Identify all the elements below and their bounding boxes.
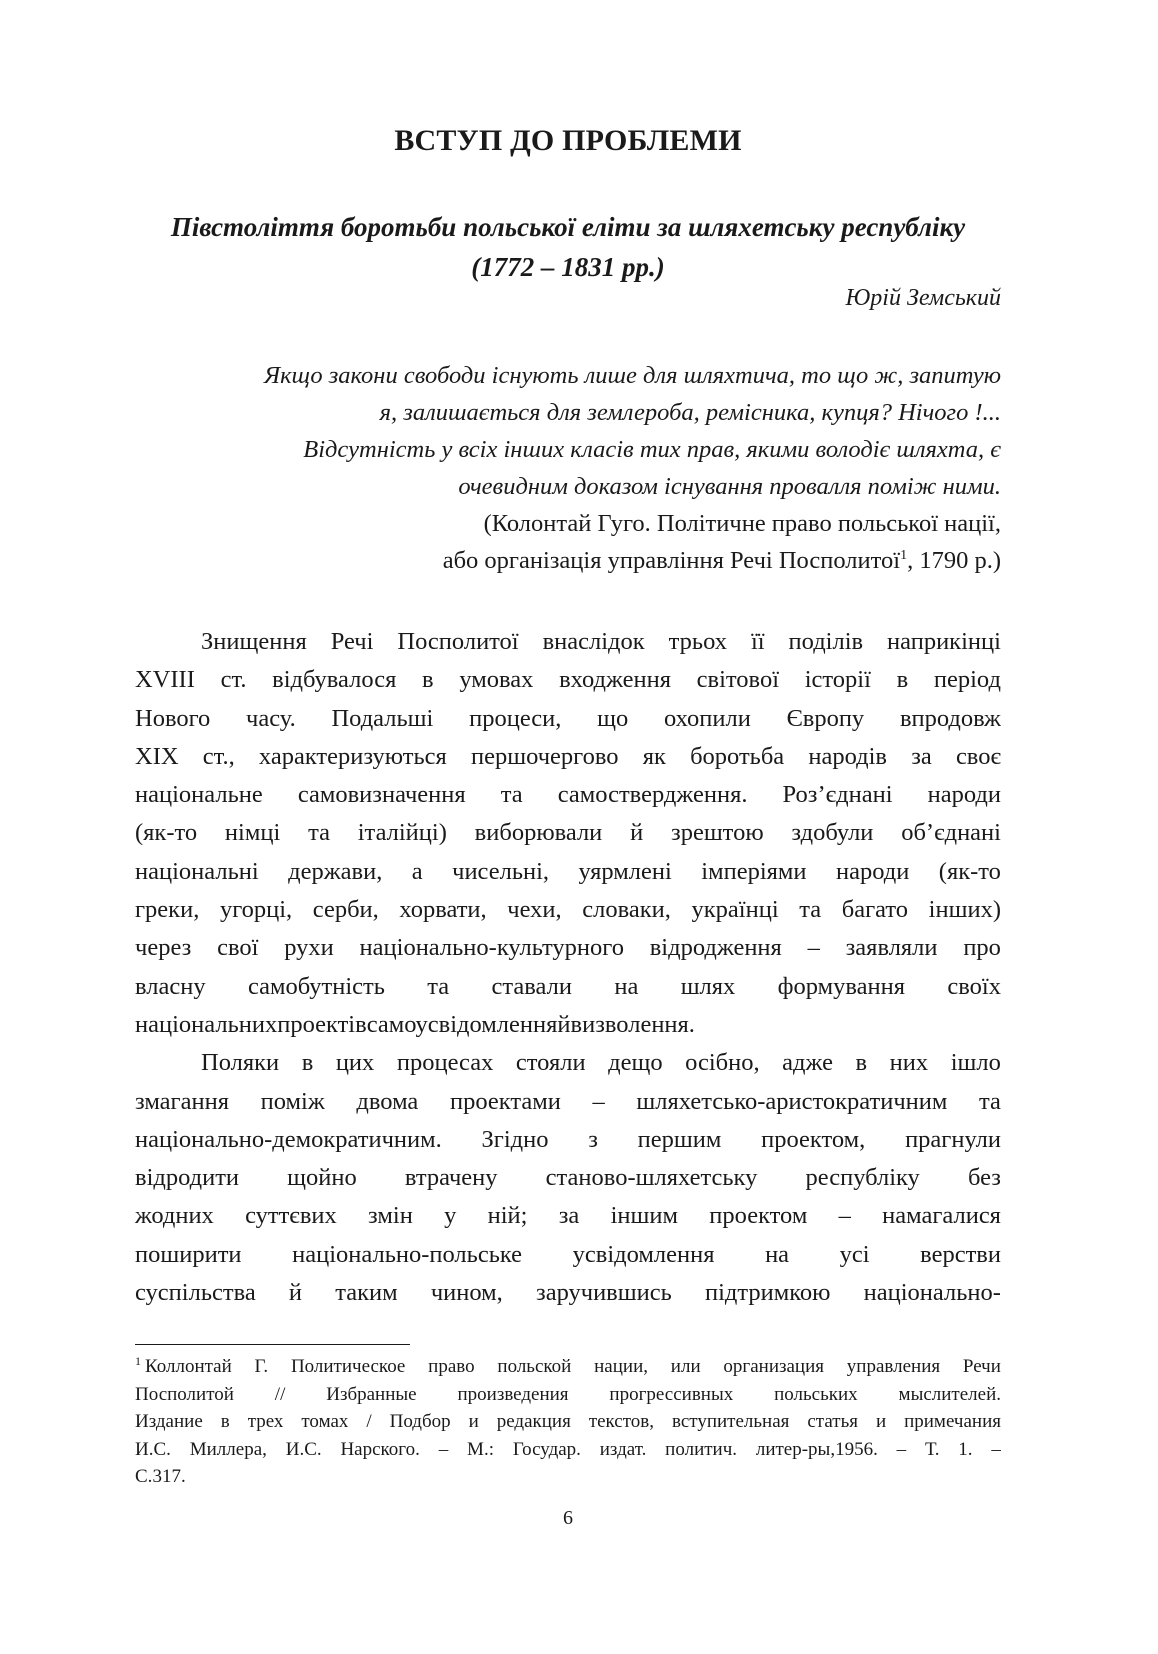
word: чехи,	[507, 896, 562, 924]
word: Європу	[786, 704, 865, 732]
word: Политическое	[290, 1356, 406, 1377]
epigraph-source-text: або організація управління Речі Посполитої	[442, 547, 901, 574]
word: организация	[723, 1356, 824, 1377]
epigraph-source-line: (Колонтай Гуго. Політичне право польської нації,	[483, 510, 1001, 537]
word: як	[642, 742, 666, 770]
page-number: 6	[563, 1507, 573, 1529]
footnote-reference-mark[interactable]: 1	[900, 547, 908, 563]
word: самовизначення	[297, 781, 466, 809]
word: Нового	[135, 704, 211, 732]
word: національно-	[863, 1279, 1001, 1307]
word: суттєвих	[245, 1202, 337, 1230]
word: –	[896, 1438, 907, 1460]
word: визволення.	[570, 1010, 695, 1038]
word: ст.	[220, 666, 247, 694]
word: И.С.	[285, 1438, 322, 1460]
word: та	[308, 819, 330, 847]
epigraph-quote-line: Якщо закони свободи існують лише для шляхтича, то що ж, запитую	[263, 362, 1001, 389]
word: впродовж	[899, 704, 1001, 732]
word: издат.	[599, 1438, 647, 1460]
word: національних	[135, 1010, 278, 1038]
word: італійці)	[357, 819, 447, 847]
word: проектом,	[761, 1125, 866, 1153]
word: своїх	[947, 972, 1001, 1000]
word: й	[288, 1279, 303, 1307]
word: //	[274, 1383, 286, 1405]
word: чисельні,	[452, 857, 550, 885]
paragraph-line	[135, 738, 1001, 776]
word: И.С.	[135, 1438, 171, 1460]
word: вступительная	[671, 1411, 790, 1432]
footnote	[135, 1353, 1001, 1491]
word: –	[991, 1438, 1001, 1460]
paragraph-line	[135, 891, 1001, 929]
word: з	[588, 1125, 598, 1153]
word: заручившись	[536, 1279, 672, 1307]
word: в	[220, 1411, 230, 1432]
word: текстов,	[588, 1411, 655, 1432]
word: дещо	[608, 1049, 663, 1077]
word: власну	[135, 972, 206, 1000]
word: національно-демократичним.	[135, 1125, 442, 1153]
word: осібно,	[685, 1049, 760, 1077]
word: першочергово	[470, 742, 619, 770]
word: статья	[807, 1411, 858, 1432]
word: охопили	[664, 704, 751, 732]
word: –	[807, 934, 820, 962]
word: ішло	[950, 1049, 1001, 1077]
word: своє	[955, 742, 1001, 770]
word: без	[967, 1164, 1001, 1192]
footnote-separator	[135, 1344, 410, 1345]
word: литер-ры,1956.	[755, 1438, 878, 1460]
word: а	[411, 857, 423, 885]
word: политич.	[665, 1438, 738, 1460]
paragraph-line	[135, 929, 1001, 967]
word: Посполитої	[397, 628, 519, 655]
word: ставали	[491, 972, 572, 1000]
word: проектів	[277, 1010, 367, 1038]
epigraph-source-line	[135, 542, 1001, 579]
word: та	[500, 781, 523, 809]
paragraph-line	[135, 968, 1001, 1006]
word: ній;	[487, 1202, 528, 1230]
word: С.	[135, 1466, 153, 1487]
word: верстви	[920, 1240, 1001, 1268]
word: й	[630, 819, 644, 847]
paragraph-line	[135, 1159, 1001, 1197]
word: та	[427, 972, 450, 1000]
word: произведения	[457, 1383, 569, 1405]
word: Речи	[962, 1356, 1001, 1377]
word: чином,	[430, 1279, 503, 1307]
footnote-mark: 1	[135, 1353, 141, 1368]
word: Подбор	[389, 1411, 451, 1432]
word: словаки,	[582, 896, 671, 924]
section-title: ВСТУП ДО ПРОБЛЕМИ	[394, 124, 742, 157]
word: іншим	[610, 1202, 678, 1230]
word: Знищення	[201, 628, 307, 655]
word: держави,	[288, 857, 383, 885]
word: в	[855, 1049, 868, 1077]
word: виборювали	[474, 819, 603, 847]
word: історії	[804, 666, 871, 694]
footnote-line	[135, 1353, 1001, 1381]
paragraph-line	[135, 1083, 1001, 1121]
word: за	[911, 742, 932, 770]
paragraph	[135, 623, 1001, 1044]
paragraph-line	[135, 1236, 1001, 1274]
epigraph-source-year: , 1790 р.)	[907, 547, 1001, 574]
word: 1.	[958, 1438, 973, 1460]
word: на	[765, 1240, 790, 1268]
word: редакция	[496, 1411, 571, 1432]
word: (як-то	[135, 819, 198, 847]
paragraph-line	[135, 623, 1001, 661]
epigraph-quote-line: очевидним доказом існування провалля поміж ними.	[458, 473, 1001, 500]
word: –	[838, 1202, 851, 1230]
word: или	[670, 1356, 701, 1377]
word: рухи	[284, 934, 334, 962]
word: характеризуються	[258, 742, 447, 770]
word: в	[896, 666, 909, 694]
word: та	[799, 896, 822, 924]
word: поширити	[135, 1240, 242, 1268]
footnote-line	[135, 1381, 1001, 1409]
word: XIX	[135, 742, 179, 770]
word: самоусвідомлення	[366, 1010, 558, 1038]
epigraph	[135, 357, 1001, 579]
word: Згідно	[481, 1125, 549, 1153]
word: Г.	[254, 1356, 269, 1377]
word: інших)	[928, 896, 1001, 924]
word: національне	[135, 781, 263, 809]
word: Миллера,	[189, 1438, 267, 1460]
word: серби,	[312, 896, 379, 924]
word: угорці,	[219, 896, 293, 924]
word: Издание	[135, 1411, 203, 1432]
word: Нарского.	[340, 1438, 420, 1460]
word: багато	[841, 896, 909, 924]
word: –	[438, 1438, 449, 1460]
paragraph-line	[135, 1006, 1001, 1044]
word: наприкінці	[887, 628, 1001, 655]
word: зрештою	[671, 819, 764, 847]
word: змагання	[135, 1087, 229, 1115]
word: щойно	[287, 1164, 357, 1192]
word: Посполитой	[135, 1383, 234, 1405]
word: про	[963, 934, 1001, 962]
word: першим	[637, 1125, 722, 1153]
word: стояли	[515, 1049, 586, 1077]
word: входження	[559, 666, 671, 694]
paragraph-line	[135, 1121, 1001, 1159]
footnote-line	[135, 1408, 1001, 1436]
word: втрачену	[404, 1164, 498, 1192]
word: національні	[135, 857, 259, 885]
word: поміж	[260, 1087, 325, 1115]
word: боротьба	[690, 742, 785, 770]
word: суспільства	[135, 1279, 256, 1307]
word: Поляки	[201, 1049, 280, 1077]
word: Подальші	[331, 704, 434, 732]
word: Избранные	[326, 1383, 417, 1405]
word: період	[933, 666, 1001, 694]
subtitle-line-2: (1772 – 1831 рр.)	[471, 252, 665, 282]
word: й	[557, 1010, 571, 1038]
paragraph	[135, 1044, 1001, 1312]
word: хорвати,	[399, 896, 487, 924]
word: змін	[368, 1202, 413, 1230]
word: примечания	[904, 1411, 1001, 1432]
word: відродження	[649, 934, 782, 962]
word: німці	[224, 819, 281, 847]
word: Т.	[924, 1438, 940, 1460]
word: /	[366, 1411, 372, 1432]
footnote-line	[135, 1463, 1001, 1491]
word: процеси,	[469, 704, 562, 732]
paragraph-line	[135, 1274, 1001, 1312]
word: поділів	[788, 628, 864, 655]
word: самоствердження.	[557, 781, 748, 809]
word: Речі	[330, 628, 374, 655]
word: и	[468, 1411, 479, 1432]
word: трех	[247, 1411, 284, 1432]
word: імперіями	[701, 857, 807, 885]
word: заявляли	[845, 934, 938, 962]
word: цих	[335, 1049, 375, 1077]
word: підтримкою	[704, 1279, 831, 1307]
word: що	[597, 704, 629, 732]
word: ст.,	[202, 742, 235, 770]
word: та	[979, 1087, 1001, 1115]
word: об’єднані	[901, 819, 1001, 847]
word: прагнули	[905, 1125, 1001, 1153]
word: намагалися	[882, 1202, 1001, 1230]
word: жодних	[135, 1202, 214, 1230]
word: прогрессивных	[609, 1383, 734, 1405]
word: внаслідок	[542, 628, 645, 655]
paragraph-line	[135, 1197, 1001, 1235]
paragraph-line	[135, 1044, 1001, 1082]
word: $^1$ Коллонтай	[135, 1353, 232, 1377]
word: двома	[356, 1087, 419, 1115]
word: и	[875, 1411, 887, 1432]
word: Роз’єднані	[782, 781, 893, 809]
author-name: Юрій Земський	[845, 285, 1001, 311]
word: національно-культурного	[359, 934, 624, 962]
word: народи	[927, 781, 1001, 809]
word: управления	[846, 1356, 941, 1377]
word: томах	[301, 1411, 349, 1432]
word: право	[428, 1356, 475, 1377]
word: шляхетсько-аристократичним	[636, 1087, 948, 1115]
word: усвідомлення	[572, 1240, 715, 1268]
word: в	[422, 666, 434, 694]
word: них	[889, 1049, 929, 1077]
section-subtitle	[135, 207, 1001, 287]
word: уярмлені	[578, 857, 672, 885]
word: українці	[691, 896, 779, 924]
paragraph-line	[135, 661, 1001, 699]
word: проектами	[449, 1087, 561, 1115]
word: часу.	[246, 704, 296, 732]
word: шлях	[680, 972, 736, 1000]
word: трьох	[668, 628, 727, 655]
subtitle-line-1: Півстоліття боротьби польської еліти за шляхетську республіку	[170, 212, 966, 242]
word: свої	[217, 934, 259, 962]
word: у	[444, 1202, 457, 1230]
word: її	[750, 628, 765, 655]
word: самобутність	[247, 972, 385, 1000]
word: проектом	[709, 1202, 808, 1230]
word: усі	[839, 1240, 870, 1268]
epigraph-quote-line: я, залишається для землероба, ремісника, купця? Нічого !...	[379, 399, 1001, 426]
word: світової	[696, 666, 780, 694]
epigraph-quote-line: Відсутність у всіх інших класів тих прав, якими володіє шляхта, є	[303, 436, 1001, 463]
word: таким	[335, 1279, 398, 1307]
word: умовах	[459, 666, 534, 694]
word: процесах	[396, 1049, 494, 1077]
word: формування	[777, 972, 906, 1000]
footnote-line	[135, 1436, 1001, 1464]
word: станово-шляхетську	[545, 1164, 758, 1192]
word: нации,	[594, 1356, 648, 1377]
word: відродити	[135, 1164, 240, 1192]
word: народи	[835, 857, 910, 885]
paragraph-line	[135, 700, 1001, 738]
word: в	[301, 1049, 314, 1077]
word: польской	[497, 1356, 572, 1377]
word: національно-польське	[292, 1240, 523, 1268]
body-text	[135, 623, 1001, 1312]
word: на	[614, 972, 639, 1000]
word: за	[558, 1202, 580, 1230]
word: –	[592, 1087, 605, 1115]
word: здобули	[791, 819, 874, 847]
word: (як-то	[938, 857, 1001, 885]
word: 317.	[152, 1466, 186, 1487]
word: відбувалося	[272, 666, 397, 694]
word: республіку	[805, 1164, 920, 1192]
word: мыслителей.	[898, 1383, 1001, 1405]
word: М.:	[467, 1438, 494, 1460]
word: греки,	[135, 896, 200, 924]
paragraph-line	[135, 776, 1001, 814]
paragraph-line	[135, 814, 1001, 852]
word: польських	[774, 1383, 858, 1405]
word: Государ.	[512, 1438, 581, 1460]
paragraph-line	[135, 853, 1001, 891]
word: народів	[808, 742, 887, 770]
word: через	[135, 934, 192, 962]
word: XVIII	[135, 666, 195, 694]
word: адже	[782, 1049, 833, 1077]
